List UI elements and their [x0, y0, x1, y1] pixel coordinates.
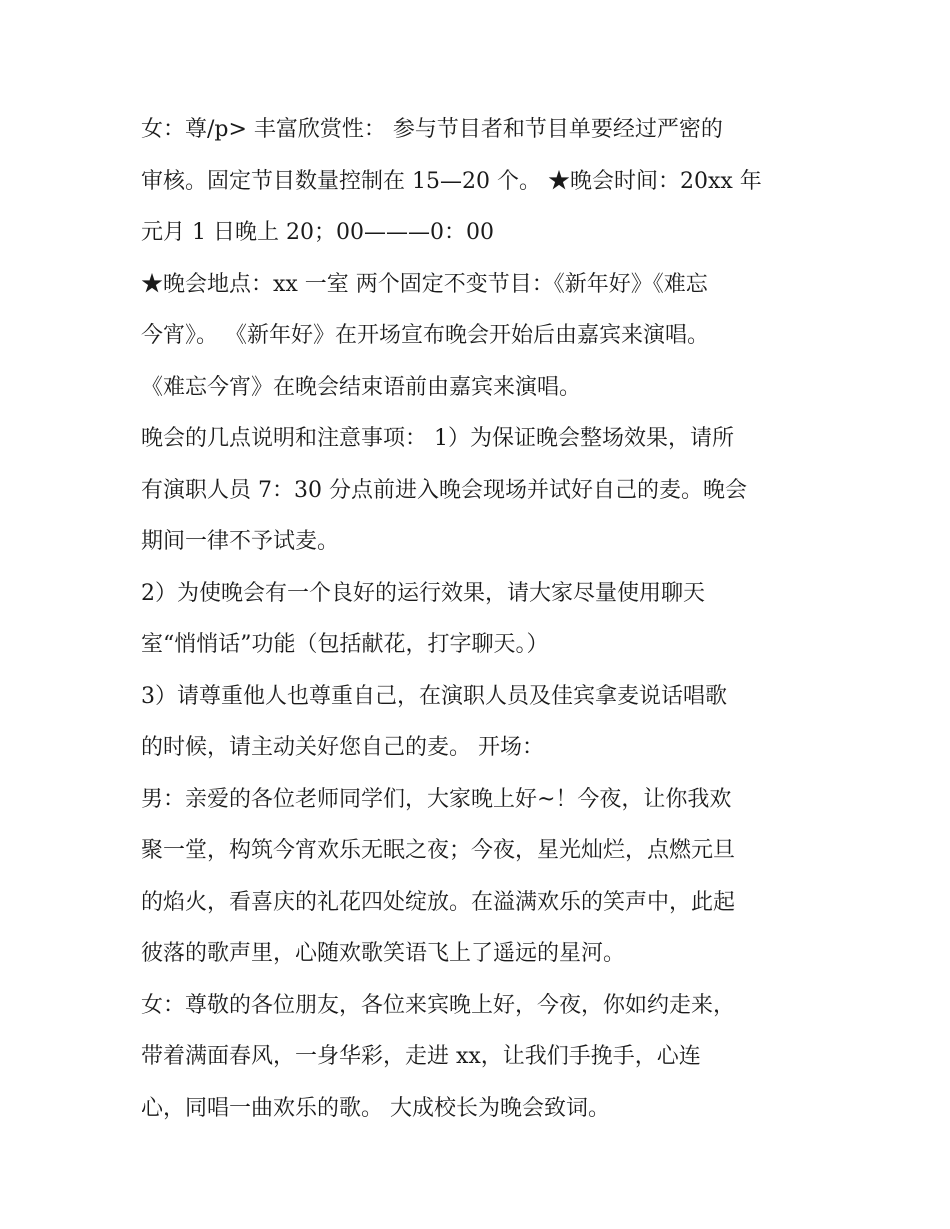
text-line: 审核。固定节目数量控制在 15—20 个。 ★晚会时间：20xx 年 [141, 168, 762, 194]
text-line: 彼落的歌声里，心随欢歌笑语飞上了遥远的星河。 [141, 941, 626, 966]
document-body [141, 104, 821, 1134]
text-line: 心，同唱一曲欢乐的歌。 大成校长为晚会致词。 [141, 1095, 610, 1121]
text-line: 室“悄悄话”功能（包括献花，打字聊天。） [141, 632, 549, 657]
text-line: 带着满面春风，一身华彩，走进 xx，让我们手挽手，心连 [141, 1044, 701, 1069]
text-line: 元月 1 日晚上 20；00———0：00 [141, 220, 494, 245]
text-line: 的时候，请主动关好您自己的麦。 开场： [141, 735, 544, 760]
text-line: 有演职人员 7：30 分点前进入晚会现场并试好自己的麦。晚会 [141, 477, 747, 503]
text-line: 晚会的几点说明和注意事项： 1）为保证晚会整场效果，请所 [141, 426, 734, 451]
text-line: 女：尊敬的各位朋友，各位来宾晚上好，今夜，你如约走来， [141, 992, 736, 1018]
text-line: 2）为使晚会有一个良好的运行效果，请大家尽量使用聊天 [141, 580, 705, 606]
text-line: 男：亲爱的各位老师同学们，大家晚上好~！今夜，让你我欢 [141, 786, 732, 812]
text-line: 聚一堂，构筑今宵欢乐无眠之夜；今夜，星光灿烂，点燃元旦 [141, 838, 736, 863]
text-line: 的焰火，看喜庆的礼花四处绽放。在溢满欢乐的笑声中，此起 [141, 889, 736, 915]
text-line: 今宵》。 《新年好》在开场宣布晚会开始后由嘉宾来演唱。 [141, 323, 709, 348]
text-line: 女：尊/p> 丰富欣赏性： 参与节目者和节目单要经过严密的 [141, 117, 723, 142]
text-line: ★晚会地点：xx 一室 两个固定不变节目：《新年好》《难忘 [141, 271, 708, 297]
text-line: 《难忘今宵》在晚会结束语前由嘉宾来演唱。 [141, 374, 582, 400]
text-line: 期间一律不予试麦。 [141, 529, 340, 554]
text-line: 3）请尊重他人也尊重自己，在演职人员及佳宾拿麦说话唱歌 [141, 683, 727, 709]
